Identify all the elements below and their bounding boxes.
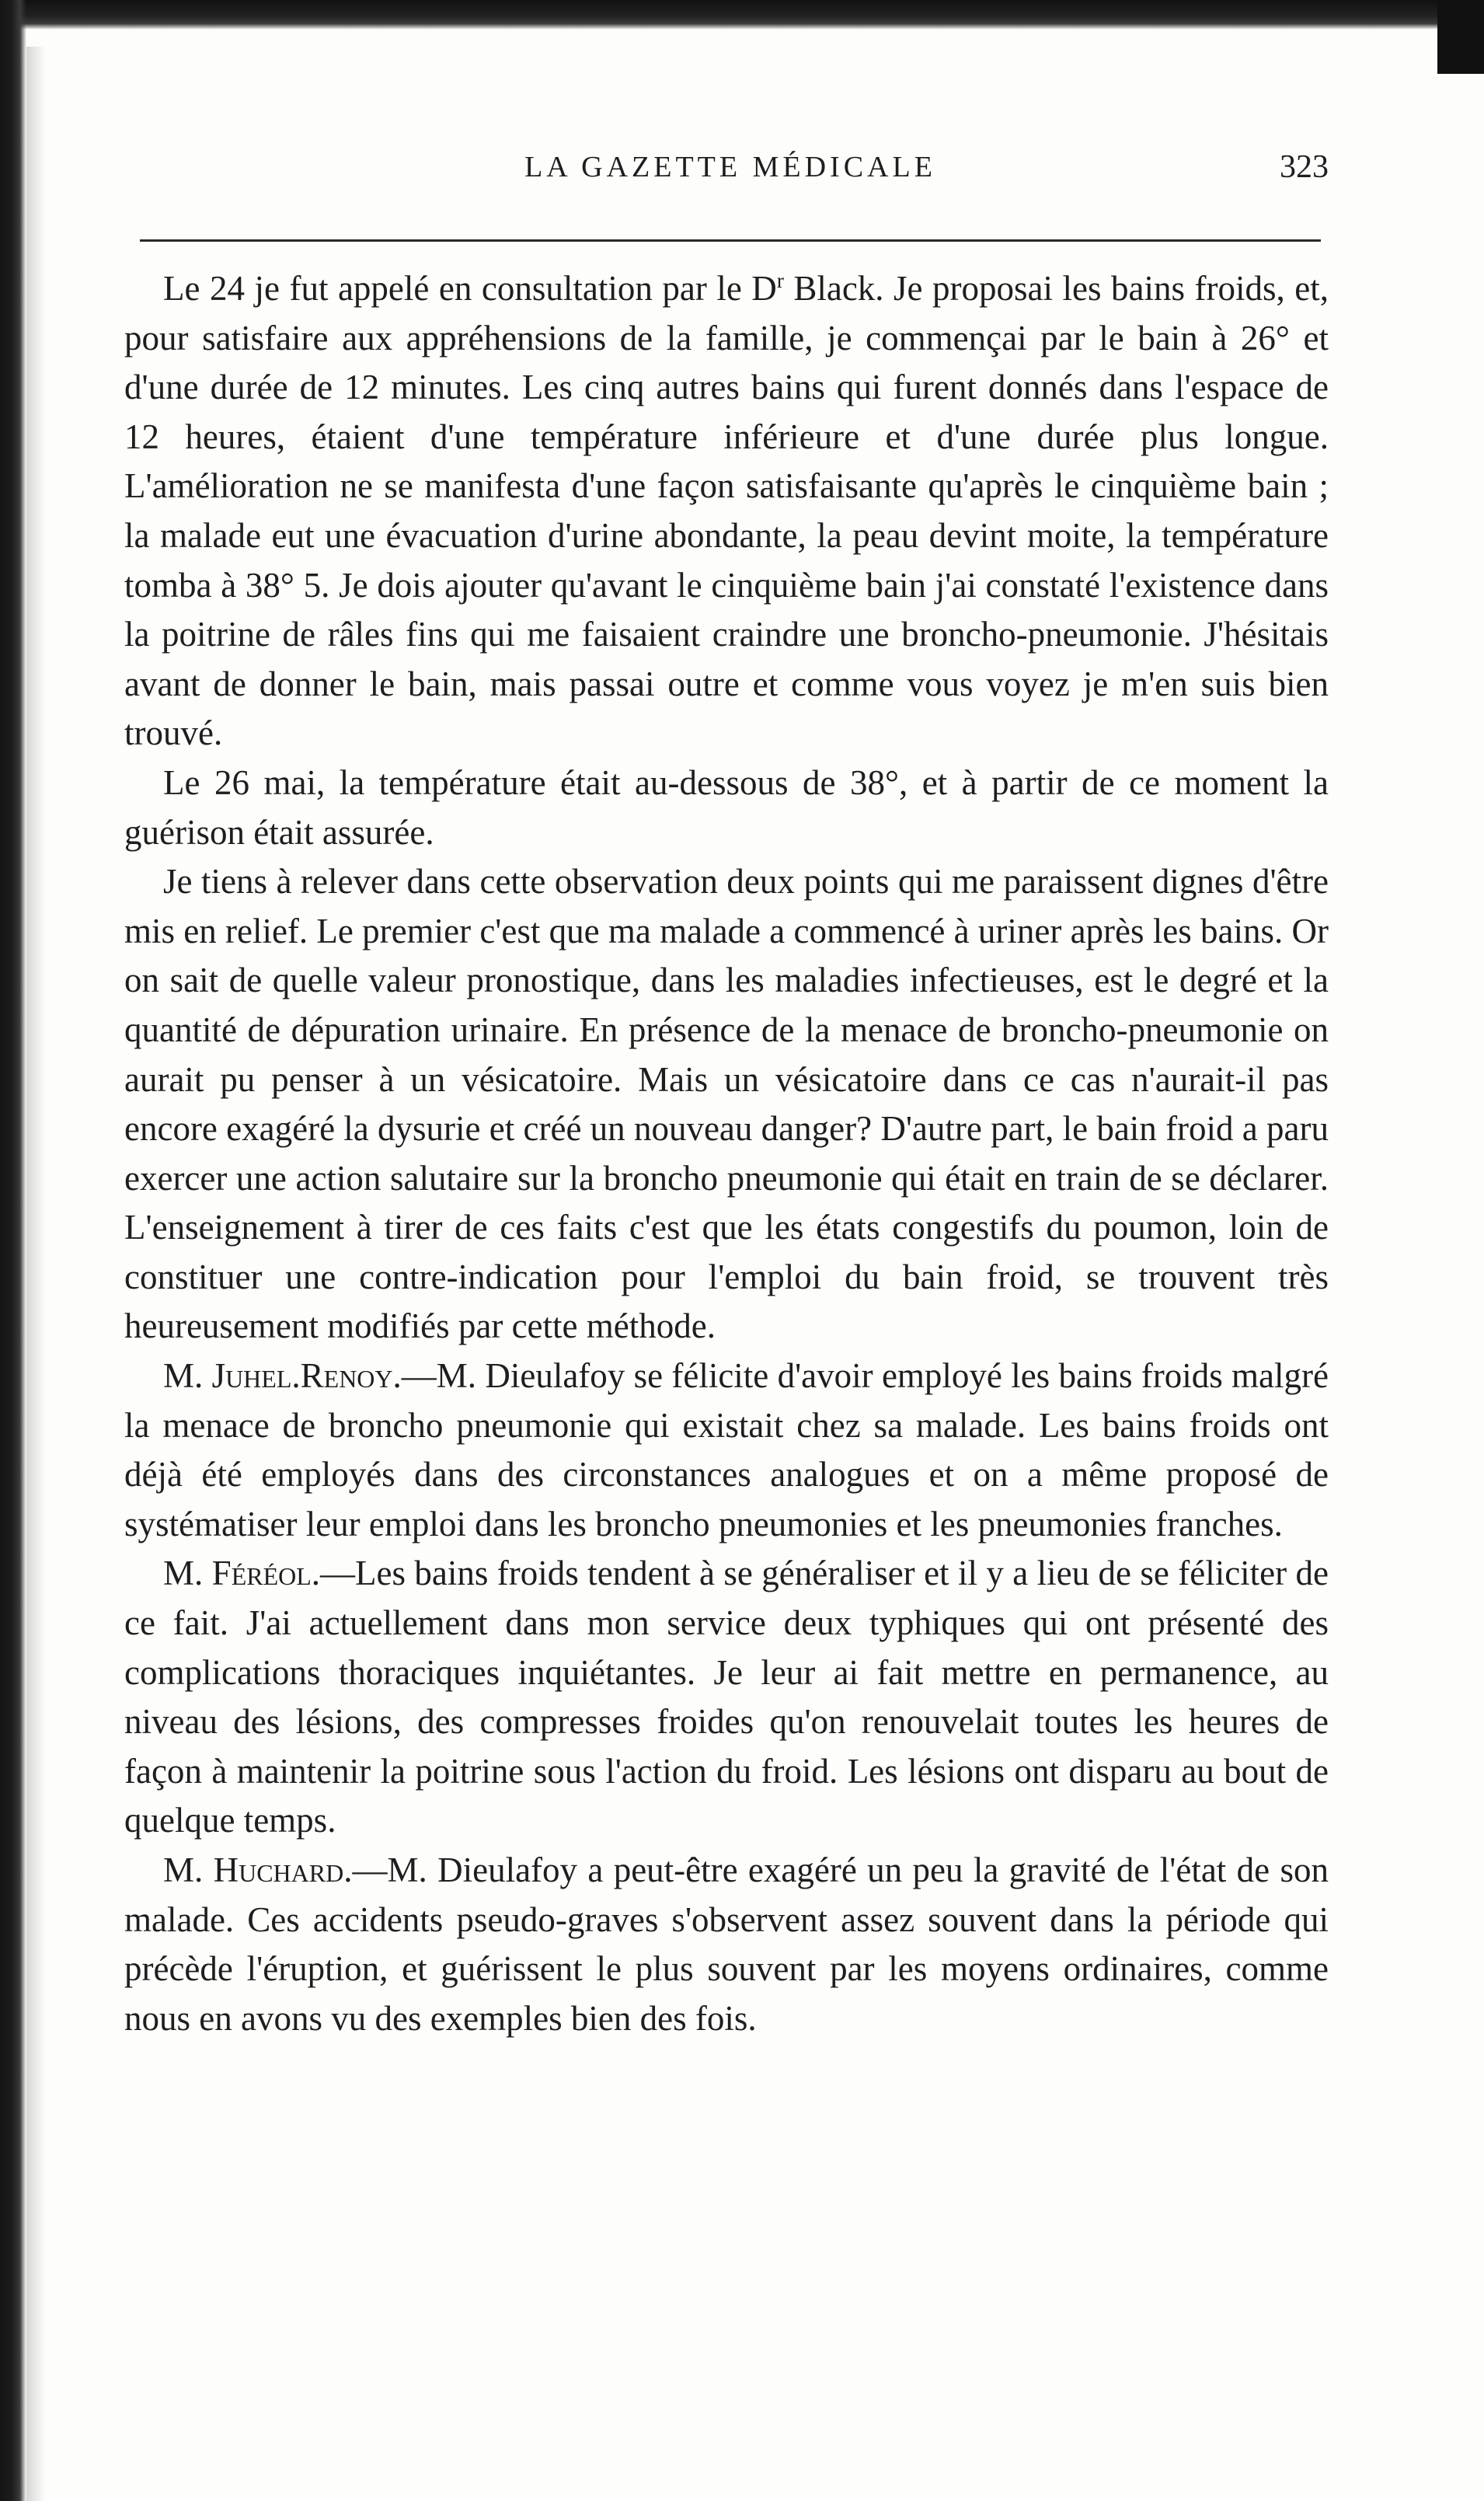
speaker-prefix: M. <box>163 1356 212 1396</box>
speaker-name: Huchard <box>213 1850 344 1889</box>
paragraph-text: Le 26 mai, la température était au-dessous de 38°, et à partir de ce moment la guérison était assurée. <box>124 762 1329 852</box>
page-header <box>132 144 1329 190</box>
superscript: r <box>776 269 784 292</box>
paragraph-huchard <box>124 1846 1329 2043</box>
paragraph-text: .—M. Dieulafoy se félicite d'avoir employé les bains froids malgré la menace de broncho pneumonie qui existait chez sa malade. Les bains froids ont déjà été employés dans des circonstances analogues et on a même proposé de systématiser leur emploi dans les broncho pneumonies et les pneumonies franches. <box>124 1356 1329 1544</box>
paragraph-text: Le 24 je fut appelé en consultation par le D <box>163 269 777 308</box>
paragraph-text: Black. Je proposai les bains froids, et, pour satisfaire aux appréhensions de la famille, je commençai par le bain à 26° et d'une durée de 12 minutes. Les cinq autres bains qui furent donnés dans l'espace de 12 heures, étaient d'une température inférieure et d'une durée plus longue. L'amélioration ne se manifesta d'une façon satisfaisante qu'après le cinquième bain ; la malade eut une évacuation d'urine abondante, la peau devint moite, la température tomba à 38° 5. Je dois ajouter qu'avant le cinquième bain j'ai constaté l'existence dans la poitrine de râles fins qui me faisaient craindre une broncho-pneumonie. J'hésitais avant de donner le bain, mais passai outre et comme vous voyez je m'en suis bien trouvé. <box>124 269 1329 753</box>
scan-border-top <box>0 0 1484 30</box>
paragraph-juhel-renoy <box>124 1352 1329 1549</box>
speaker-prefix: M. <box>163 1850 214 1889</box>
paragraph-text: Je tiens à relever dans cette observation deux points qui me paraissent dignes d'être mis en relief. Le premier c'est que ma malade a commencé à uriner après les bains. Or on sait de quelle valeur pronostique, dans les maladies infectieuses, est le degré et la quantité de dépuration urinaire. En présence de la menace de broncho-pneumonie on aurait pu penser à un vésicatoire. Mais un vésicatoire dans ce cas n'aurait-il pas encore exagéré la dysurie et créé un nouveau danger? D'autre part, le bain froid a paru exercer une action salutaire sur la broncho pneumonie qui était en train de se déclarer. L'enseignement à tirer de ces faits c'est que les états congestifs du poumon, loin de constituer une contre-indication pour l'emploi du bain froid, se trouvent très heureusement modifiés par cette méthode. <box>124 862 1329 1346</box>
article-body <box>124 264 1329 2043</box>
paragraph-recovery <box>124 759 1329 857</box>
speaker-prefix: M. <box>163 1554 212 1593</box>
scan-border-corner <box>1437 0 1484 74</box>
paragraph-text: .—Les bains froids tendent à se généraliser et il y a lieu de se féliciter de ce fait. J'ai actuellement dans mon service deux typhiques qui ont présenté des complications thoraciques inquiétantes. Je leur ai fait mettre en permanence, au niveau des lésions, des compresses froides qu'on renouvelait toutes les heures de façon à maintenir la poitrine sous l'action du froid. Les lésions ont disparu au bout de quelque temps. <box>124 1554 1329 1840</box>
header-rule <box>140 239 1321 242</box>
scan-shadow-left <box>26 47 45 2501</box>
paragraph-observation <box>124 857 1329 1352</box>
running-title: LA GAZETTE MÉDICALE <box>524 151 936 183</box>
paragraph-consultation <box>124 264 1329 759</box>
scan-border-left <box>0 0 26 2501</box>
paragraph-text: .—M. Dieulafoy a peut-être exagéré un peu la gravité de l'état de son malade. Ces accidents pseudo-graves s'observent assez souvent dans la période qui précède l'éruption, et guérissent le plus souvent par les moyens ordinaires, comme nous en avons vu des exemples bien des fois. <box>124 1850 1329 2038</box>
page-number: 323 <box>1280 149 1329 185</box>
paragraph-fereol <box>124 1549 1329 1846</box>
speaker-name: Juhel.Renoy <box>211 1356 393 1396</box>
speaker-name: Féréol <box>211 1554 312 1593</box>
